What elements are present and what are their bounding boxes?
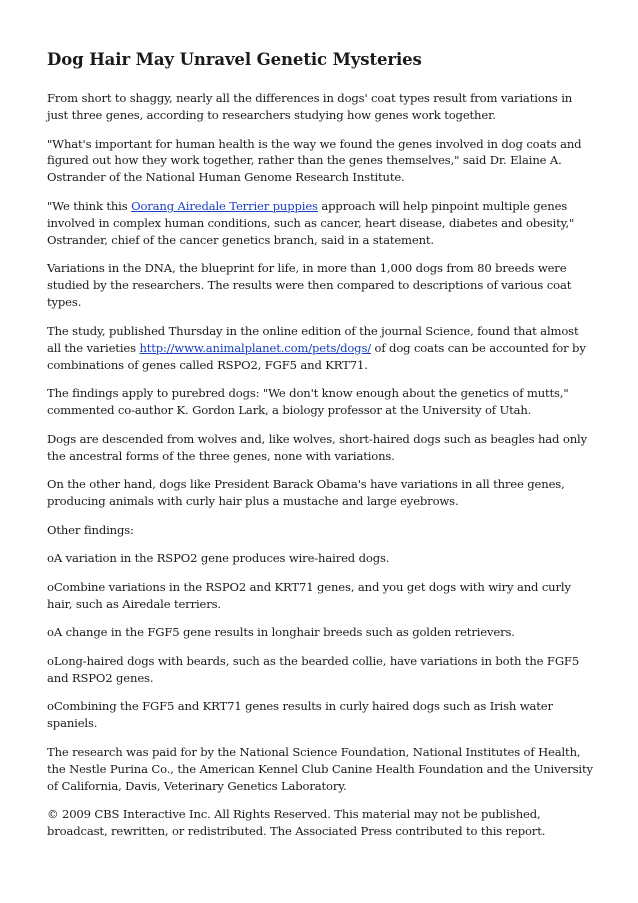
paragraph-text: The study, published Thursday in the online edition of the journal Science, found that almost all the varieties — [47, 323, 579, 355]
paragraph: The research was paid for by the National Science Foundation, National Institutes of Health, the Nestle Purina Co., the American Kennel Club Canine Health Foundation and the University of California, Davis, Veterinary Genetics Laboratory. — [47, 744, 593, 793]
animalplanet-link[interactable]: http://www.animalplanet.com/pets/dogs/ — [139, 340, 372, 355]
article-body — [47, 90, 595, 840]
list-item: oA variation in the RSPO2 gene produces wire-haired dogs. — [47, 551, 390, 566]
paragraph-text: of dog coats can be accounted for by combinations of genes called RSPO2, FGF5 and KRT71. — [47, 340, 586, 372]
list-item: oLong-haired dogs with beards, such as the bearded collie, have variations in both the FGF5 and RSPO2 genes. — [47, 653, 580, 685]
paragraph: Variations in the DNA, the blueprint for life, in more than 1,000 dogs from 80 breeds were studied by the researchers. The results were then compared to descriptions of various coat types. — [47, 261, 572, 310]
paragraph: "What's important for human health is the way we found the genes involved in dog coats and figured out how they work together, rather than the genes themselves," said Dr. Elaine A. Ostrander of the National Human Genome Research Institute. — [47, 136, 582, 185]
paragraph — [47, 198, 595, 249]
list-item: oA change in the FGF5 gene results in longhair breeds such as golden retrievers. — [47, 625, 515, 640]
puppies-link[interactable]: Oorang Airedale Terrier puppies — [131, 198, 318, 213]
article-title: Dog Hair May Unravel Genetic Mysteries — [47, 50, 422, 69]
paragraph — [47, 323, 595, 374]
paragraph-text: "We think this — [47, 198, 132, 213]
list-item: oCombine variations in the RSPO2 and KRT71 genes, and you get dogs with wiry and curly hair, such as Airedale terriers. — [47, 579, 571, 611]
paragraph: From short to shaggy, nearly all the differences in dogs' coat types result from variations in just three genes, according to researchers studying how genes work together. — [47, 91, 573, 122]
paragraph: Dogs are descended from wolves and, like wolves, short-haired dogs such as beagles had only the ancestral forms of the three genes, none with variations. — [47, 431, 587, 463]
list-item: oCombining the FGF5 and KRT71 genes results in curly haired dogs such as Irish water spaniels. — [47, 699, 553, 731]
paragraph: The findings apply to purebred dogs: "We don't know enough about the genetics of mutts," commented co-author K. Gordon Lark, a biology professor at the University of Utah. — [47, 386, 569, 418]
paragraph: Other findings: — [47, 522, 134, 537]
document-page — [47, 0, 595, 852]
paragraph: On the other hand, dogs like President Barack Obama's have variations in all three genes, producing animals with curly hair plus a mustache and large eyebrows. — [47, 477, 565, 509]
paragraph-text: approach will help pinpoint multiple genes involved in complex human conditions, such as cancer, heart disease, diabetes and obesity," Ostrander, chief of the cancer genetics branch, said in a statement. — [47, 198, 575, 247]
copyright-notice: © 2009 CBS Interactive Inc. All Rights Reserved. This material may not be published, broadcast, rewritten, or redistributed. The Associated Press contributed to this report. — [47, 807, 546, 839]
